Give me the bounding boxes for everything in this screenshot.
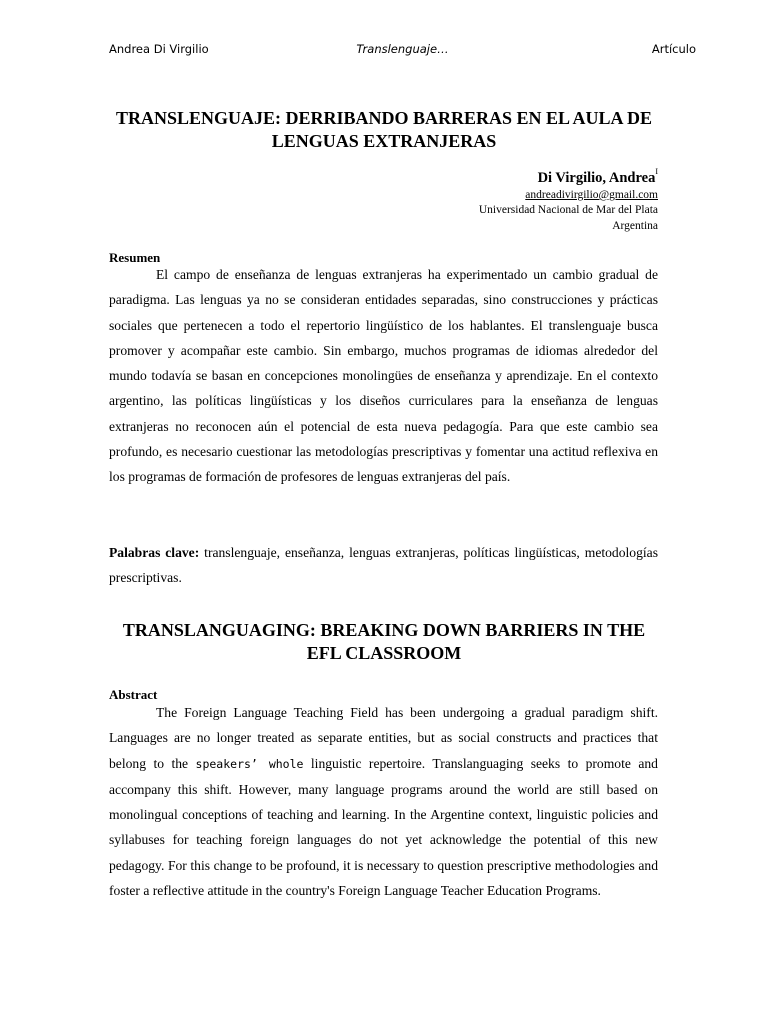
- keywords-text: translenguaje, enseñanza, lenguas extranjeras, políticas lingüísticas, metodologías prescriptivas.: [109, 545, 658, 586]
- author-name: Di Virgilio, Andrea: [537, 169, 656, 186]
- author-footnote-mark[interactable]: I: [655, 167, 658, 176]
- header-author: Andrea Di Virgilio: [109, 42, 209, 56]
- resumen-block: [109, 262, 658, 490]
- english-title: [109, 619, 659, 665]
- author-name-line: [258, 164, 658, 188]
- resumen-heading: Resumen: [109, 250, 161, 265]
- running-header: [109, 42, 696, 60]
- english-title-line1: TRANSLANGUAGING: BREAKING DOWN BARRIERS IN THE: [122, 620, 646, 640]
- resumen-paragraph: El campo de enseñanza de lenguas extranjeras ha experimentado un cambio gradual de paradigma. Las lenguas ya no se consideran entidades separadas, sino construcciones y prácticas sociales que pertenecen a todo el repertorio lingüístico de los hablantes. El translenguaje busca promover y acompañar este cambio. Sin embargo, muchos programas de idiomas alrededor del mundo todavía se basan en concepciones monolingües de enseñanza y aprendizaje. En el contexto argentino, las políticas lingüísticas y los diseños curriculares para la enseñanza de lenguas extranjeras no reconocen aún el potencial de esta nueva pedagogía. Para que este cambio sea profundo, es necesario cuestionar las metodologías prescriptivas y fomentar una actitud reflexiva en los programas de formación de profesores de lenguas extranjeras del país.: [109, 267, 658, 485]
- spanish-title: [109, 107, 659, 153]
- english-title-line2: EFL CLASSROOM: [306, 643, 462, 663]
- header-short-title: Translenguaje…: [356, 42, 449, 56]
- author-block: [258, 164, 658, 234]
- spanish-title-line2: LENGUAS EXTRANJERAS: [271, 131, 497, 151]
- spanish-title-line1: TRANSLENGUAJE: DERRIBANDO BARRERAS EN EL AULA DE: [115, 108, 653, 128]
- author-institution: Universidad Nacional de Mar del Plata: [478, 204, 658, 217]
- abstract-text-part1: The Foreign Language Teaching Field has been undergoing a gradual paradigm shift. Languages are no longer treated as separate entities, but as social constructs and practices that belong to the: [109, 705, 658, 771]
- abstract-mono-phrase: speakers’ whole: [195, 756, 304, 771]
- keywords-block: [109, 540, 658, 591]
- keywords-label: Palabras clave:: [109, 545, 200, 560]
- abstract-heading: Abstract: [109, 687, 158, 702]
- abstract-text-part2: linguistic repertoire. Translanguaging seeks to promote and accompany this shift. However, many language programs around the world are still based on monolingual conceptions of teaching and learning. In the Argentine context, linguistic policies and syllabuses for teaching foreign languages do not yet acknowledge the potential of this new pedagogy. For this change to be profound, it is necessary to question prescriptive methodologies and foster a reflective attitude in the country's Foreign Language Teacher Education Programs.: [109, 755, 658, 899]
- header-section: Artículo: [651, 42, 696, 56]
- abstract-paragraph: [109, 700, 658, 903]
- author-email-link[interactable]: andreadivirgilio@gmail.com: [525, 188, 658, 201]
- abstract-block: [109, 700, 658, 903]
- author-country: Argentina: [612, 219, 658, 232]
